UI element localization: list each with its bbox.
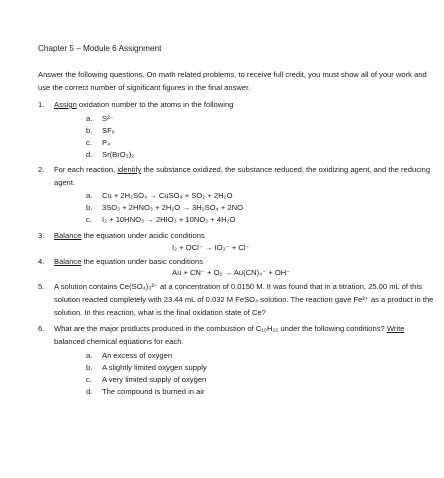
item-letter: b. [86,126,93,135]
item-text: I₂ + 10HNO₃ → 2HIO₃ + 10NO₂ + 4H₂O [102,215,236,224]
item-text: 3SO₂ + 2HNO₃ + 2H₂O → 3H₂SO₄ + 2NO [102,203,244,212]
item-letter: b. [86,203,93,212]
item-text: An excess of oxygen [102,351,173,360]
question-number: 6. [38,324,45,333]
instructions-paragraph: Answer the following questions. On math related problems, to receive full credit, you must show all of your work and use the correct number of significant figures in the final answer. [38,70,427,92]
item-text: Cu + 2H₂SO₄ → CuSO₄ + SO₂ + 2H₂O [102,191,233,200]
item-letter: c. [86,138,92,147]
question-prompt: the substance oxidized, the substance reduced, the oxidizing agent, and the reducing agent. [54,165,431,187]
item-letter: a. [86,191,93,200]
question-number: 3. [38,231,45,240]
question-text: A solution contains Ce(SO₄)₃²⁻ at a concentration of 0.0150 M. It was found that in a titration, 25.00 mL of this solution reacted completely with 23.44 mL of 0.032 M FeSO₄ solution. The reaction gave Fe³⁺ as a product in the solution. In this reaction, what is the final oxidation state of Ce? [54,282,434,317]
question-number: 5. [38,282,45,291]
item-text: A very limited supply of oxygen [102,375,207,384]
item-letter: a. [86,114,93,123]
item-text: The compound is burned in air [102,387,205,396]
item-letter: b. [86,363,93,372]
question-number: 2. [38,165,45,174]
equation: Au + CN⁻ + O₂ → Au(CN)₄⁻ + OH⁻ [172,268,291,277]
item-text: S²⁻ [102,114,114,123]
question-prompt: the equation under acidic conditions [81,231,205,240]
question-prompt: What are the major products produced in the combustion of C₁₀H₂₂ under the following conditions? [54,324,385,333]
question-prompt-continued: balanced chemical equations for each. [54,337,184,346]
question-number: 1. [38,100,45,109]
question-prefix: For each reaction, [54,165,118,174]
page-title: Chapter 5 – Module 6 Assignment [38,44,162,53]
item-letter: c. [86,375,92,384]
question-verb: Write [386,324,405,333]
item-letter: d. [86,150,93,159]
question-number: 4. [38,257,45,266]
item-text: A slightly limited oxygen supply [102,363,207,372]
question-text [54,98,434,111]
equation: I₂ + OCl⁻ → IO₃⁻ + Cl⁻ [172,243,250,252]
item-text: Sr(BrO₃)₂ [102,150,135,159]
question-text [54,229,434,242]
question-verb: Balance [54,231,82,240]
question-text [54,322,434,348]
question-verb: identify [117,165,142,174]
item-letter: d. [86,387,93,396]
question-verb: Assign [54,100,77,109]
question-verb: Balance [54,257,82,266]
item-text: P₄ [102,138,111,147]
item-text: SF₆ [102,126,115,135]
question-prompt: oxidation number to the atoms in the following [76,100,234,109]
item-letter: c. [86,215,92,224]
question-prompt: the equation under basic conditions [81,257,204,266]
question-text [54,163,434,189]
item-letter: a. [86,351,93,360]
